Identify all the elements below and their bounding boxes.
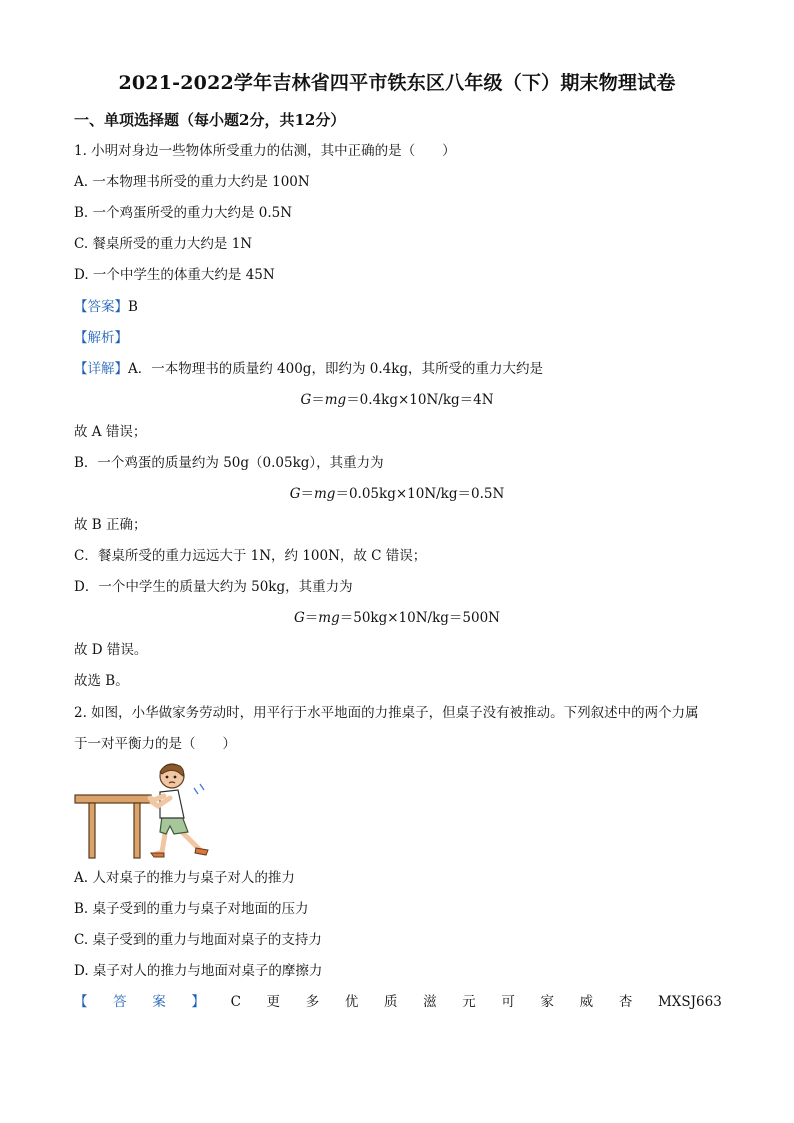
- footer-char: 元: [462, 994, 476, 1010]
- question-1-option-c: C. 餐桌所受的重力大约是 1N: [74, 236, 253, 252]
- question-1-stem: 1. 小明对身边一些物体所受重力的估测，其中正确的是（ ）: [74, 143, 456, 159]
- footer-char: 多: [305, 994, 320, 1010]
- footer-char: 滋: [423, 994, 437, 1010]
- answer-tag: 【答案】: [74, 299, 128, 315]
- note-a: 故 A 错误；: [74, 424, 147, 440]
- detail-a-text: A．一本物理书的质量约 400g，即约为 0.4kg，其所受的重力大约是: [128, 361, 544, 377]
- question-1-option-b: B. 一个鸡蛋所受的重力大约是 0.5N: [74, 205, 293, 221]
- footer-char: 可: [501, 994, 515, 1010]
- detail-tag: 【详解】: [74, 361, 128, 377]
- answer-value: B: [128, 299, 138, 315]
- question-2-option-b: B. 桌子受到的重力与桌子对地面的压力: [74, 901, 309, 917]
- question-2-stem-line1: 2. 如图，小华做家务劳动时，用平行于水平地面的力推桌子，但桌子没有被推动。下列叙述中的两个力属: [74, 705, 699, 721]
- formula-a: G＝mg＝0.4kg×10N/kg＝4N: [300, 392, 494, 408]
- section-heading: 一、单项选择题（每小题2分，共12分）: [74, 111, 346, 129]
- boy-pushing-table-illustration: [74, 758, 224, 862]
- footer-char: 优: [344, 994, 359, 1010]
- formula-b: G＝mg＝0.05kg×10N/kg＝0.5N: [289, 486, 505, 502]
- footer-char: 【: [74, 994, 88, 1010]
- conclusion: 故选 B。: [74, 673, 129, 689]
- detail-c: C．餐桌所受的重力远远大于 1N，约 100N，故 C 错误；: [74, 548, 427, 564]
- detail-a-line: [74, 360, 543, 378]
- question-2-stem-line2: 于一对平衡力的是（ ）: [74, 736, 236, 752]
- footer-char: 】: [191, 994, 205, 1010]
- footer-char: 家: [540, 994, 555, 1010]
- footer-answer-line: [74, 993, 722, 1011]
- footer-char: 威: [579, 994, 594, 1010]
- question-2-option-a: A. 人对桌子的推力与桌子对人的推力: [74, 870, 295, 886]
- analysis-tag: 【解析】: [74, 330, 128, 346]
- detail-d: D．一个中学生的质量大约为 50kg，其重力为: [74, 579, 353, 595]
- footer-char: 质: [383, 994, 398, 1010]
- question-2-option-d: D. 桌子对人的推力与地面对桌子的摩擦力: [74, 963, 323, 979]
- footer-char: 案: [152, 994, 166, 1010]
- footer-char: 杏: [618, 994, 633, 1010]
- question-2-option-c: C. 桌子受到的重力与地面对桌子的支持力: [74, 932, 322, 948]
- footer-char: 更: [266, 994, 281, 1010]
- page-title: 2021-2022学年吉林省四平市铁东区八年级（下）期末物理试卷: [118, 72, 676, 94]
- note-d: 故 D 错误。: [74, 642, 148, 658]
- answer-line: [74, 298, 138, 316]
- footer-char: C: [230, 994, 241, 1010]
- question-1-option-a: A. 一本物理书所受的重力大约是 100N: [74, 174, 310, 190]
- footer-char: 答: [113, 994, 127, 1010]
- detail-b: B．一个鸡蛋的质量约为 50g（0.05kg），其重力为: [74, 455, 384, 471]
- formula-d: G＝mg＝50kg×10N/kg＝500N: [293, 610, 500, 626]
- question-1-option-d: D. 一个中学生的体重大约是 45N: [74, 267, 275, 283]
- footer-code: MXSJ663: [657, 994, 722, 1010]
- note-b: 故 B 正确；: [74, 517, 147, 533]
